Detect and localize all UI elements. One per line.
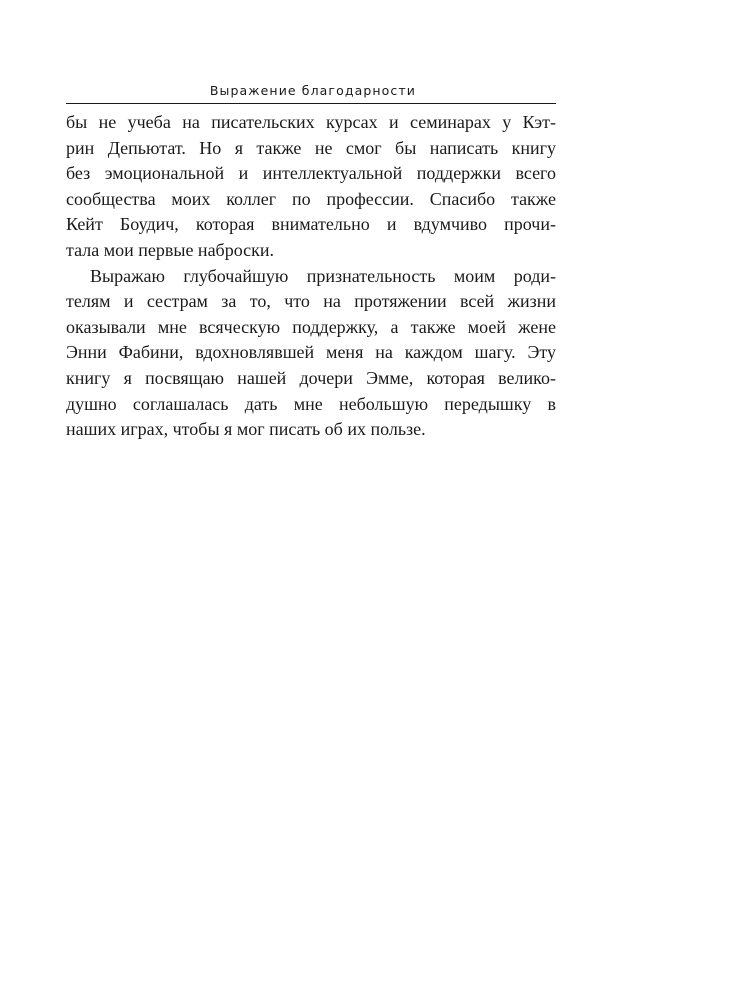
paragraph-continued: [66, 110, 556, 264]
text-line: тала мои первые наброски.: [66, 239, 275, 260]
book-page: [66, 78, 556, 443]
text-body: [66, 110, 556, 443]
text-line: Кейт Боудич, которая внимательно и вдумчиво прочи-: [66, 214, 556, 235]
text-line: книгу я посвящаю нашей дочери Эмме, которая велико-: [66, 367, 556, 388]
text-line: оказывали мне всяческую поддержку, а также моей жене: [66, 316, 556, 337]
text-line: Выражаю глубочайшую признательность моим роди-: [90, 265, 556, 286]
text-line: наших играх, чтобы я мог писать об их пользе.: [66, 419, 426, 440]
running-head-title: Выражение благодарности: [209, 83, 416, 98]
running-head: [66, 78, 556, 104]
text-line: бы не учеба на писательских курсах и семинарах у Кэт-: [66, 112, 556, 132]
text-line: Энни Фабини, вдохновлявшей меня на каждом шагу. Эту: [66, 342, 556, 363]
text-line: сообщества моих коллег по профессии. Спасибо также: [66, 188, 556, 209]
text-line: телям и сестрам за то, что на протяжении всей жизни: [66, 291, 556, 312]
text-line: душно соглашалась дать мне небольшую передышку в: [66, 393, 556, 414]
paragraph-acknowledgement: [66, 264, 556, 443]
text-line: рин Депьютат. Но я также не смог бы написать книгу: [66, 137, 556, 158]
text-line: без эмоциональной и интеллектуальной поддержки всего: [66, 163, 556, 184]
